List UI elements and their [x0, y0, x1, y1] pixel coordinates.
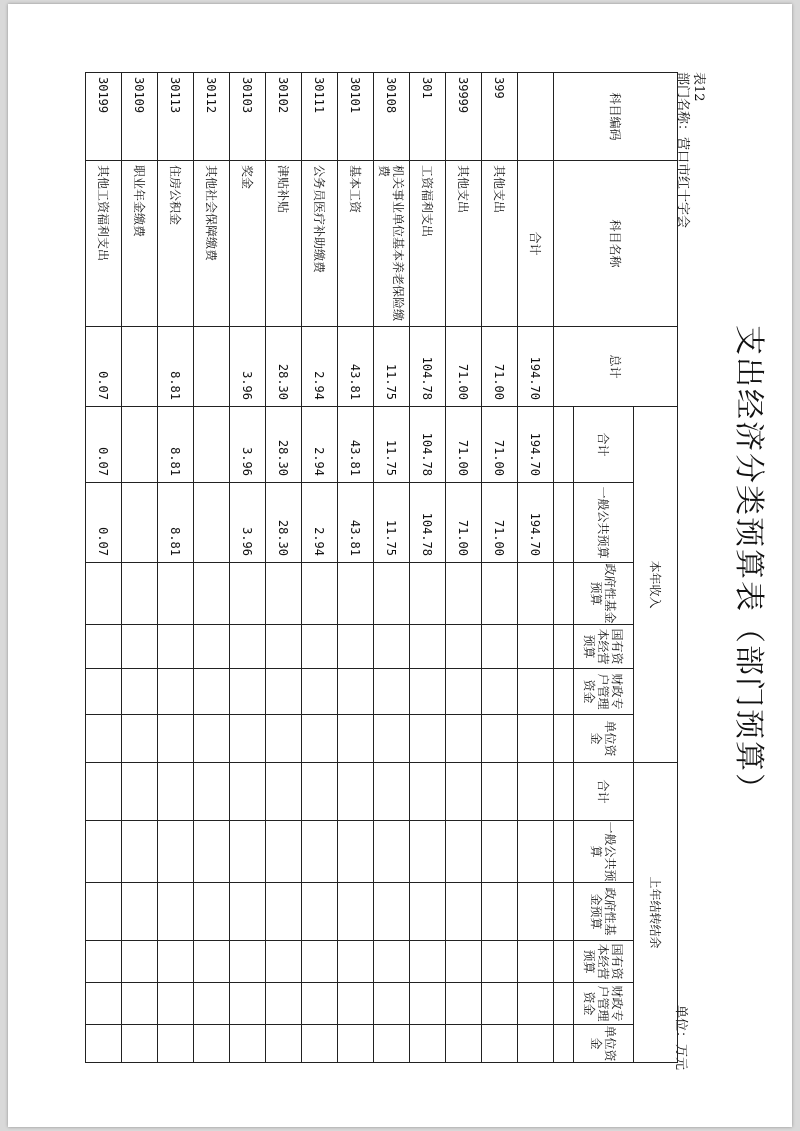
- cell-empty: [302, 625, 338, 669]
- cell-empty: [410, 563, 446, 625]
- cell-cy-sum: 71.00: [482, 407, 518, 483]
- cell-empty: [482, 821, 518, 883]
- cell-cy-general: 3.96: [230, 483, 266, 563]
- cell-empty: [194, 669, 230, 715]
- cell-name: 基本工资: [338, 161, 374, 327]
- cell-name: 其他支出: [482, 161, 518, 327]
- table-number: 表12: [691, 72, 706, 102]
- cell-empty: [230, 821, 266, 883]
- header-spacer: [554, 941, 574, 983]
- table-row: [518, 73, 554, 1063]
- cell-empty: [410, 715, 446, 763]
- cell-empty: [302, 1025, 338, 1063]
- cell-empty: [158, 669, 194, 715]
- cell-empty: [122, 821, 158, 883]
- cell-empty: [374, 625, 410, 669]
- header-spacer: [554, 483, 574, 563]
- cell-code: 30109: [122, 73, 158, 161]
- cell-empty: [230, 669, 266, 715]
- cell-empty: [86, 983, 122, 1025]
- cell-empty: [158, 983, 194, 1025]
- cell-cy-general: 71.00: [482, 483, 518, 563]
- cell-empty: [230, 883, 266, 941]
- cell-empty: [518, 625, 554, 669]
- cell-empty: [158, 1025, 194, 1063]
- cell-empty: [446, 883, 482, 941]
- table-row: [482, 73, 518, 1063]
- cell-cy-sum: 43.81: [338, 407, 374, 483]
- header-py-sum: 合计: [574, 763, 634, 821]
- cell-code: 30111: [302, 73, 338, 161]
- cell-empty: [230, 983, 266, 1025]
- cell-name: 其他工资福利支出: [86, 161, 122, 327]
- cell-empty: [266, 883, 302, 941]
- cell-cy-sum: 8.81: [158, 407, 194, 483]
- cell-empty: [446, 563, 482, 625]
- header-py-special: 财政专户管理资金: [574, 983, 634, 1025]
- cell-empty: [446, 669, 482, 715]
- header-spacer: [554, 763, 574, 821]
- cell-empty: [338, 669, 374, 715]
- cell-name: 合计: [518, 161, 554, 327]
- cell-empty: [518, 563, 554, 625]
- document-page: [8, 4, 792, 1127]
- cell-empty: [302, 763, 338, 821]
- header-spacer: [554, 1025, 574, 1063]
- cell-empty: [302, 563, 338, 625]
- cell-code: 30103: [230, 73, 266, 161]
- cell-empty: [338, 625, 374, 669]
- header-name: 科目名称: [554, 161, 678, 327]
- department-name: 部门名称：营口市红十字会: [675, 72, 690, 229]
- cell-empty: [518, 763, 554, 821]
- cell-code: 30113: [158, 73, 194, 161]
- header-code: 科目编码: [554, 73, 678, 161]
- cell-empty: [338, 763, 374, 821]
- cell-name: 工资福利支出: [410, 161, 446, 327]
- header-spacer: [554, 883, 574, 941]
- cell-empty: [338, 941, 374, 983]
- header-py-unit-funds: 单位资金: [574, 1025, 634, 1063]
- cell-cy-general: 194.70: [518, 483, 554, 563]
- cell-name: 奖金: [230, 161, 266, 327]
- table-row: [302, 73, 338, 1063]
- cell-code: 30101: [338, 73, 374, 161]
- cell-empty: [482, 763, 518, 821]
- cell-empty: [446, 715, 482, 763]
- cell-name: 公务员医疗补助缴费: [302, 161, 338, 327]
- cell-empty: [122, 715, 158, 763]
- cell-cy-sum: 3.96: [230, 407, 266, 483]
- cell-empty: [302, 941, 338, 983]
- cell-cy-general: [122, 483, 158, 563]
- cell-empty: [122, 563, 158, 625]
- cell-empty: [230, 1025, 266, 1063]
- cell-empty: [374, 1025, 410, 1063]
- cell-empty: [266, 625, 302, 669]
- cell-empty: [302, 883, 338, 941]
- cell-name: 其他社会保障缴费: [194, 161, 230, 327]
- cell-empty: [482, 941, 518, 983]
- rotated-content: [12, 10, 792, 1120]
- cell-code: 301: [410, 73, 446, 161]
- cell-total: 2.94: [302, 327, 338, 407]
- cell-name: 职业年金缴费: [122, 161, 158, 327]
- cell-empty: [266, 715, 302, 763]
- cell-name: 津贴补贴: [266, 161, 302, 327]
- table-row: [194, 73, 230, 1063]
- header-cy-unit-funds: 单位资金: [574, 715, 634, 763]
- cell-empty: [338, 883, 374, 941]
- cell-empty: [158, 883, 194, 941]
- header-spacer: [554, 669, 574, 715]
- cell-code: 399: [482, 73, 518, 161]
- cell-empty: [122, 763, 158, 821]
- cell-empty: [86, 669, 122, 715]
- cell-total: 8.81: [158, 327, 194, 407]
- cell-cy-sum: [122, 407, 158, 483]
- cell-empty: [374, 883, 410, 941]
- cell-empty: [158, 715, 194, 763]
- cell-total: 194.70: [518, 327, 554, 407]
- cell-empty: [410, 821, 446, 883]
- cell-total: 71.00: [446, 327, 482, 407]
- cell-empty: [482, 1025, 518, 1063]
- cell-empty: [86, 821, 122, 883]
- cell-name: 住房公积金: [158, 161, 194, 327]
- cell-empty: [410, 669, 446, 715]
- cell-empty: [86, 1025, 122, 1063]
- cell-empty: [410, 1025, 446, 1063]
- cell-cy-general: 71.00: [446, 483, 482, 563]
- cell-empty: [374, 563, 410, 625]
- cell-cy-general: 2.94: [302, 483, 338, 563]
- cell-empty: [302, 983, 338, 1025]
- cell-empty: [122, 669, 158, 715]
- cell-empty: [122, 883, 158, 941]
- header-spacer: [554, 407, 574, 483]
- cell-empty: [374, 821, 410, 883]
- cell-empty: [410, 883, 446, 941]
- cell-cy-general: [194, 483, 230, 563]
- cell-empty: [482, 883, 518, 941]
- cell-empty: [230, 563, 266, 625]
- cell-empty: [122, 1025, 158, 1063]
- header-cy-fund: 政府性基金预算: [574, 563, 634, 625]
- header-total: 总计: [554, 327, 678, 407]
- cell-empty: [86, 941, 122, 983]
- table-row: [158, 73, 194, 1063]
- cell-empty: [482, 563, 518, 625]
- table-row: [410, 73, 446, 1063]
- cell-empty: [266, 763, 302, 821]
- cell-code: 30112: [194, 73, 230, 161]
- cell-empty: [194, 983, 230, 1025]
- cell-empty: [194, 941, 230, 983]
- header-py-state-capital: 国有资本经营预算: [574, 941, 634, 983]
- cell-empty: [410, 983, 446, 1025]
- cell-empty: [266, 821, 302, 883]
- cell-empty: [446, 941, 482, 983]
- cell-cy-general: 28.30: [266, 483, 302, 563]
- header-cy-special: 财政专户管理资金: [574, 669, 634, 715]
- cell-empty: [410, 625, 446, 669]
- cell-empty: [374, 983, 410, 1025]
- cell-empty: [410, 941, 446, 983]
- cell-empty: [518, 883, 554, 941]
- cell-name: 其他支出: [446, 161, 482, 327]
- cell-empty: [374, 715, 410, 763]
- header-spacer: [554, 563, 574, 625]
- cell-cy-sum: 194.70: [518, 407, 554, 483]
- cell-cy-sum: 104.78: [410, 407, 446, 483]
- cell-total: 71.00: [482, 327, 518, 407]
- cell-empty: [374, 763, 410, 821]
- table-row: [230, 73, 266, 1063]
- table-row: [446, 73, 482, 1063]
- cell-cy-sum: 28.30: [266, 407, 302, 483]
- table-row: [338, 73, 374, 1063]
- cell-empty: [338, 563, 374, 625]
- cell-empty: [482, 625, 518, 669]
- header-py-general: 一般公共预算: [574, 821, 634, 883]
- cell-empty: [266, 563, 302, 625]
- cell-empty: [86, 625, 122, 669]
- cell-empty: [518, 983, 554, 1025]
- header-cy-state-capital: 国有资本经营预算: [574, 625, 634, 669]
- cell-empty: [518, 941, 554, 983]
- cell-cy-general: 11.75: [374, 483, 410, 563]
- cell-total: 3.96: [230, 327, 266, 407]
- cell-empty: [446, 821, 482, 883]
- header-spacer: [554, 715, 574, 763]
- cell-cy-general: 43.81: [338, 483, 374, 563]
- cell-total: [194, 327, 230, 407]
- cell-empty: [446, 625, 482, 669]
- cell-empty: [518, 821, 554, 883]
- cell-empty: [410, 763, 446, 821]
- cell-empty: [374, 941, 410, 983]
- header-prior-year: 上年结转结余: [634, 763, 678, 1063]
- table-row: [266, 73, 302, 1063]
- cell-name: 机关事业单位基本养老保险缴费: [374, 161, 410, 327]
- cell-empty: [446, 983, 482, 1025]
- cell-total: 28.30: [266, 327, 302, 407]
- cell-empty: [482, 715, 518, 763]
- cell-empty: [86, 715, 122, 763]
- cell-empty: [86, 563, 122, 625]
- header-py-fund: 政府性基金预算: [574, 883, 634, 941]
- header-cy-general: 一般公共预算: [574, 483, 634, 563]
- cell-empty: [302, 715, 338, 763]
- cell-total: [122, 327, 158, 407]
- cell-empty: [86, 763, 122, 821]
- cell-empty: [194, 715, 230, 763]
- cell-empty: [158, 821, 194, 883]
- cell-total: 0.07: [86, 327, 122, 407]
- cell-empty: [230, 763, 266, 821]
- cell-empty: [518, 1025, 554, 1063]
- table-row: [374, 73, 410, 1063]
- cell-cy-general: 0.07: [86, 483, 122, 563]
- header-cy-sum: 合计: [574, 407, 634, 483]
- header-spacer: [554, 625, 574, 669]
- cell-code: 30108: [374, 73, 410, 161]
- cell-empty: [446, 1025, 482, 1063]
- table-row: [122, 73, 158, 1063]
- cell-cy-sum: 71.00: [446, 407, 482, 483]
- page-title: 支出经济分类预算表（部门预算）: [731, 325, 766, 805]
- header-spacer: [554, 821, 574, 883]
- cell-empty: [194, 883, 230, 941]
- cell-empty: [374, 669, 410, 715]
- cell-code: 30102: [266, 73, 302, 161]
- cell-empty: [338, 715, 374, 763]
- cell-cy-sum: 11.75: [374, 407, 410, 483]
- cell-empty: [158, 763, 194, 821]
- cell-empty: [194, 763, 230, 821]
- cell-empty: [266, 669, 302, 715]
- cell-cy-general: 8.81: [158, 483, 194, 563]
- cell-empty: [518, 715, 554, 763]
- cell-total: 43.81: [338, 327, 374, 407]
- budget-table: [85, 72, 678, 1063]
- cell-cy-sum: 0.07: [86, 407, 122, 483]
- cell-empty: [122, 941, 158, 983]
- cell-empty: [482, 983, 518, 1025]
- cell-code: [518, 73, 554, 161]
- cell-empty: [338, 1025, 374, 1063]
- cell-empty: [302, 821, 338, 883]
- header-spacer: [554, 983, 574, 1025]
- cell-empty: [230, 715, 266, 763]
- unit-label: 单位：万元: [673, 1004, 688, 1070]
- cell-empty: [86, 883, 122, 941]
- cell-empty: [266, 1025, 302, 1063]
- cell-empty: [266, 983, 302, 1025]
- cell-empty: [158, 625, 194, 669]
- cell-empty: [518, 669, 554, 715]
- table-body: [86, 73, 554, 1063]
- cell-empty: [482, 669, 518, 715]
- cell-empty: [338, 983, 374, 1025]
- cell-empty: [194, 1025, 230, 1063]
- cell-empty: [122, 625, 158, 669]
- cell-empty: [338, 821, 374, 883]
- header-current-year: 本年收入: [634, 407, 678, 763]
- cell-total: 104.78: [410, 327, 446, 407]
- cell-empty: [194, 821, 230, 883]
- cell-code: 39999: [446, 73, 482, 161]
- cell-empty: [446, 763, 482, 821]
- cell-empty: [194, 563, 230, 625]
- cell-empty: [158, 563, 194, 625]
- cell-empty: [302, 669, 338, 715]
- cell-code: 30199: [86, 73, 122, 161]
- cell-cy-sum: 2.94: [302, 407, 338, 483]
- cell-empty: [230, 625, 266, 669]
- cell-empty: [122, 983, 158, 1025]
- cell-empty: [266, 941, 302, 983]
- cell-empty: [230, 941, 266, 983]
- cell-empty: [158, 941, 194, 983]
- table-row: [86, 73, 122, 1063]
- cell-cy-general: 104.78: [410, 483, 446, 563]
- cell-empty: [194, 625, 230, 669]
- cell-cy-sum: [194, 407, 230, 483]
- cell-total: 11.75: [374, 327, 410, 407]
